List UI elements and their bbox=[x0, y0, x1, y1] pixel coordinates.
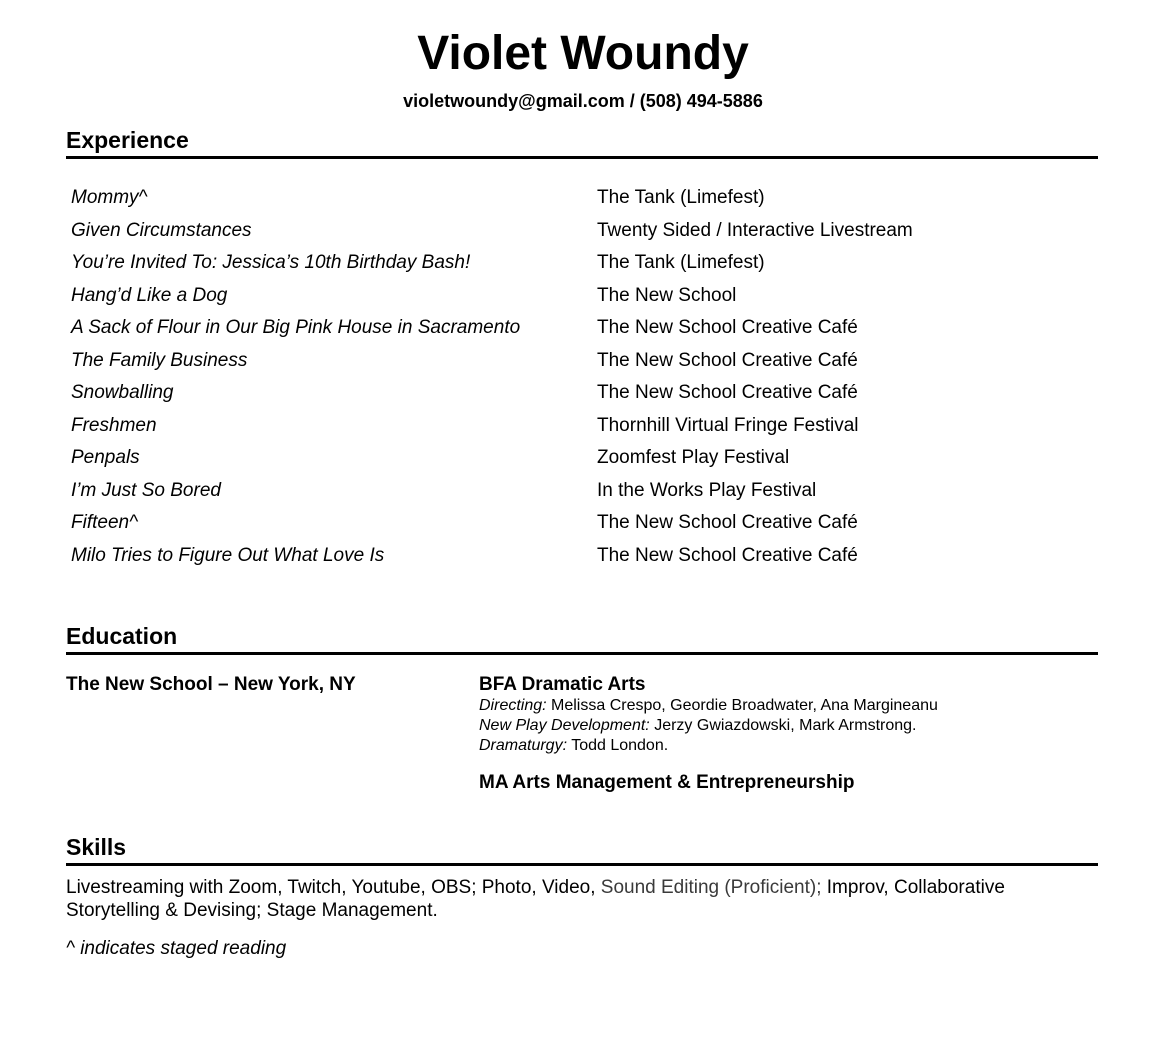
degree-ma bbox=[479, 772, 1079, 794]
production-title: Fifteen^ bbox=[71, 512, 139, 533]
detail-value: Todd London. bbox=[567, 737, 669, 754]
production-title: I’m Just So Bored bbox=[71, 479, 221, 501]
experience-row bbox=[71, 348, 1071, 381]
candidate-name: Violet Woundy bbox=[417, 27, 749, 80]
production-venue: Twenty Sided / Interactive Livestream bbox=[597, 219, 913, 241]
detail-label: Directing: bbox=[479, 697, 547, 714]
production-venue: The New School Creative Café bbox=[597, 382, 858, 403]
production-venue: Thornhill Virtual Fringe Festival bbox=[597, 414, 859, 436]
experience-row bbox=[71, 250, 1071, 283]
detail-label: New Play Development: bbox=[479, 717, 650, 734]
production-title: The Family Business bbox=[71, 349, 248, 371]
experience-row bbox=[71, 510, 1071, 543]
experience-row bbox=[71, 445, 1071, 478]
degree-title: BFA Dramatic Arts bbox=[479, 674, 646, 695]
production-title: Penpals bbox=[71, 447, 140, 468]
skills-part-highlight: Sound Editing (Proficient); bbox=[600, 877, 822, 898]
production-title: Mommy^ bbox=[71, 187, 148, 208]
experience-row bbox=[71, 283, 1071, 316]
education-heading: Education bbox=[66, 622, 1098, 655]
experience-row bbox=[71, 315, 1071, 348]
school-name: The New School – New York, NY bbox=[66, 674, 356, 695]
experience-row bbox=[71, 185, 1071, 218]
degree-bfa bbox=[479, 674, 1079, 756]
experience-row bbox=[71, 543, 1071, 576]
skills-part: Livestreaming with Zoom, Twitch, Youtube, OBS; Photo, Video, bbox=[66, 877, 601, 898]
skills-text bbox=[66, 876, 1066, 922]
degree-detail bbox=[479, 736, 1079, 756]
production-title: Freshmen bbox=[71, 414, 157, 436]
production-title: Given Circumstances bbox=[71, 219, 252, 241]
production-venue: The New School Creative Café bbox=[597, 317, 858, 338]
production-venue: The New School Creative Café bbox=[597, 512, 858, 533]
production-venue: The New School Creative Café bbox=[597, 544, 858, 566]
detail-label: Dramaturgy: bbox=[479, 737, 568, 754]
experience-row bbox=[71, 218, 1071, 251]
degree-detail bbox=[479, 696, 1079, 716]
production-venue: In the Works Play Festival bbox=[597, 479, 817, 501]
production-venue: The Tank (Limefest) bbox=[597, 252, 765, 273]
skills-part: Improv, Collaborative Storytelling & Devising; Stage Management. bbox=[66, 877, 1005, 921]
skills-heading: Skills bbox=[66, 833, 1098, 866]
production-title: Snowballing bbox=[71, 382, 174, 403]
experience-heading: Experience bbox=[66, 126, 1098, 159]
contact-info: violetwoundy@gmail.com / (508) 494-5886 bbox=[403, 91, 763, 111]
degree-detail bbox=[479, 716, 1079, 736]
degree-title: MA Arts Management & Entrepreneurship bbox=[479, 772, 855, 793]
production-venue: The New School bbox=[597, 284, 737, 306]
production-venue: Zoomfest Play Festival bbox=[597, 447, 790, 468]
experience-row bbox=[71, 380, 1071, 413]
experience-row bbox=[71, 478, 1071, 511]
production-venue: The New School Creative Café bbox=[597, 349, 858, 371]
detail-value: Melissa Crespo, Geordie Broadwater, Ana Margineanu bbox=[546, 697, 938, 714]
production-venue: The Tank (Limefest) bbox=[597, 187, 765, 208]
footnote: ^ indicates staged reading bbox=[66, 938, 287, 959]
production-title: A Sack of Flour in Our Big Pink House in Sacramento bbox=[71, 317, 521, 338]
detail-value: Jerzy Gwiazdowski, Mark Armstrong. bbox=[649, 717, 917, 734]
production-title: You’re Invited To: Jessica’s 10th Birthday Bash! bbox=[71, 252, 471, 273]
experience-row bbox=[71, 413, 1071, 446]
production-title: Milo Tries to Figure Out What Love Is bbox=[71, 544, 385, 566]
production-title: Hang’d Like a Dog bbox=[71, 284, 228, 306]
experience-list bbox=[71, 185, 1071, 575]
